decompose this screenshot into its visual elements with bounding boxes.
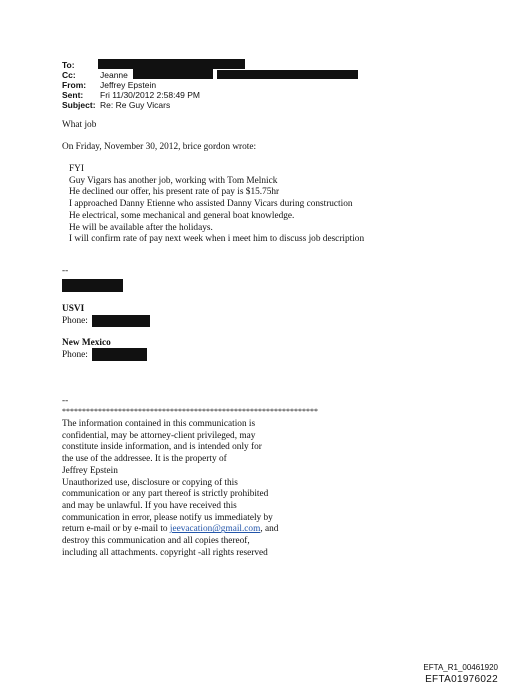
disclaimer-line: Unauthorized use, disclosure or copying of this: [62, 477, 238, 488]
new-mexico-label: New Mexico: [62, 338, 111, 348]
disclaimer-line: the use of the addressee. It is the property of: [62, 454, 227, 465]
redaction-usvi-phone: [92, 315, 150, 327]
signature-dashes: --: [62, 266, 69, 276]
footer-code-2: EFTA01976022: [425, 674, 498, 685]
disclaimer-line: communication or any part thereof is strictly prohibited: [62, 489, 269, 500]
disclaimer-line: and may be unlawful. If you have received this: [62, 500, 237, 511]
disclaimer-stars: ****************************************************************: [62, 407, 318, 416]
sent-row: [62, 90, 382, 100]
disclaimer-email-line: [62, 524, 278, 536]
redaction-nm-phone: [92, 348, 147, 361]
sent-label: Sent:: [62, 90, 84, 100]
subject-label: Subject:: [62, 100, 96, 110]
from-value: Jeffrey Epstein: [100, 80, 157, 90]
quoted-line: FYI: [69, 164, 84, 174]
quoted-line: He electrical, some mechanical and general boat knowledge.: [69, 210, 295, 221]
quote-intro: On Friday, November 30, 2012, brice gordon wrote:: [62, 142, 257, 152]
quoted-line: I approached Danny Etienne who assisted Danny Vicars during construction: [69, 199, 353, 210]
subject-value: Re: Re Guy Vicars: [100, 100, 171, 110]
quoted-line: He will be available after the holidays.: [69, 222, 213, 233]
usvi-label: USVI: [62, 304, 85, 314]
from-label: From:: [62, 80, 87, 90]
from-row: [62, 80, 382, 90]
redaction-cc-2: [217, 70, 358, 79]
quoted-line: I will confirm rate of pay next week when i meet him to discuss job description: [69, 234, 365, 245]
redaction-cc-1: [133, 69, 213, 79]
disclaimer-body: [62, 419, 278, 559]
usvi-phone-label: Phone:: [62, 316, 88, 326]
footer-code-1: EFTA_R1_00461920: [423, 663, 498, 672]
sent-value: Fri 11/30/2012 2:58:49 PM: [100, 90, 201, 100]
disclaimer-line: Jeffrey Epstein: [62, 465, 118, 476]
email-link[interactable]: jeevacation@gmail.com: [169, 524, 261, 535]
to-label: To:: [62, 60, 75, 70]
disclaimer-line: confidential, may be attorney-client privileged, may: [62, 430, 256, 441]
disclaimer-dashes: --: [62, 396, 69, 406]
quoted-line: Guy Vigars has another job, working with Tom Melnick: [69, 175, 278, 186]
email-line-prefix: return e-mail or by e-mail to: [62, 524, 170, 535]
subject-row: [62, 100, 382, 110]
disclaimer-line: communication in error, please notify us immediately by: [62, 512, 273, 523]
cc-value: Jeanne: [100, 70, 128, 80]
redaction-to: [98, 59, 245, 69]
email-line-suffix: , and: [260, 524, 279, 535]
disclaimer-line: The information contained in this communication is: [62, 419, 256, 429]
quoted-message: [69, 164, 364, 246]
redaction-signature-name: [62, 279, 123, 292]
disclaimer-line: constitute inside information, and is intended only for: [62, 442, 262, 453]
cc-label: Cc:: [62, 70, 76, 80]
reply-text: What job: [62, 120, 97, 130]
quoted-line: He declined our offer, his present rate of pay is $15.75hr: [69, 187, 280, 198]
disclaimer-line: destroy this communication and all copies thereof,: [62, 536, 250, 547]
nm-phone-label: Phone:: [62, 350, 88, 360]
disclaimer-line: including all attachments. copyright -all rights reserved: [62, 547, 268, 558]
